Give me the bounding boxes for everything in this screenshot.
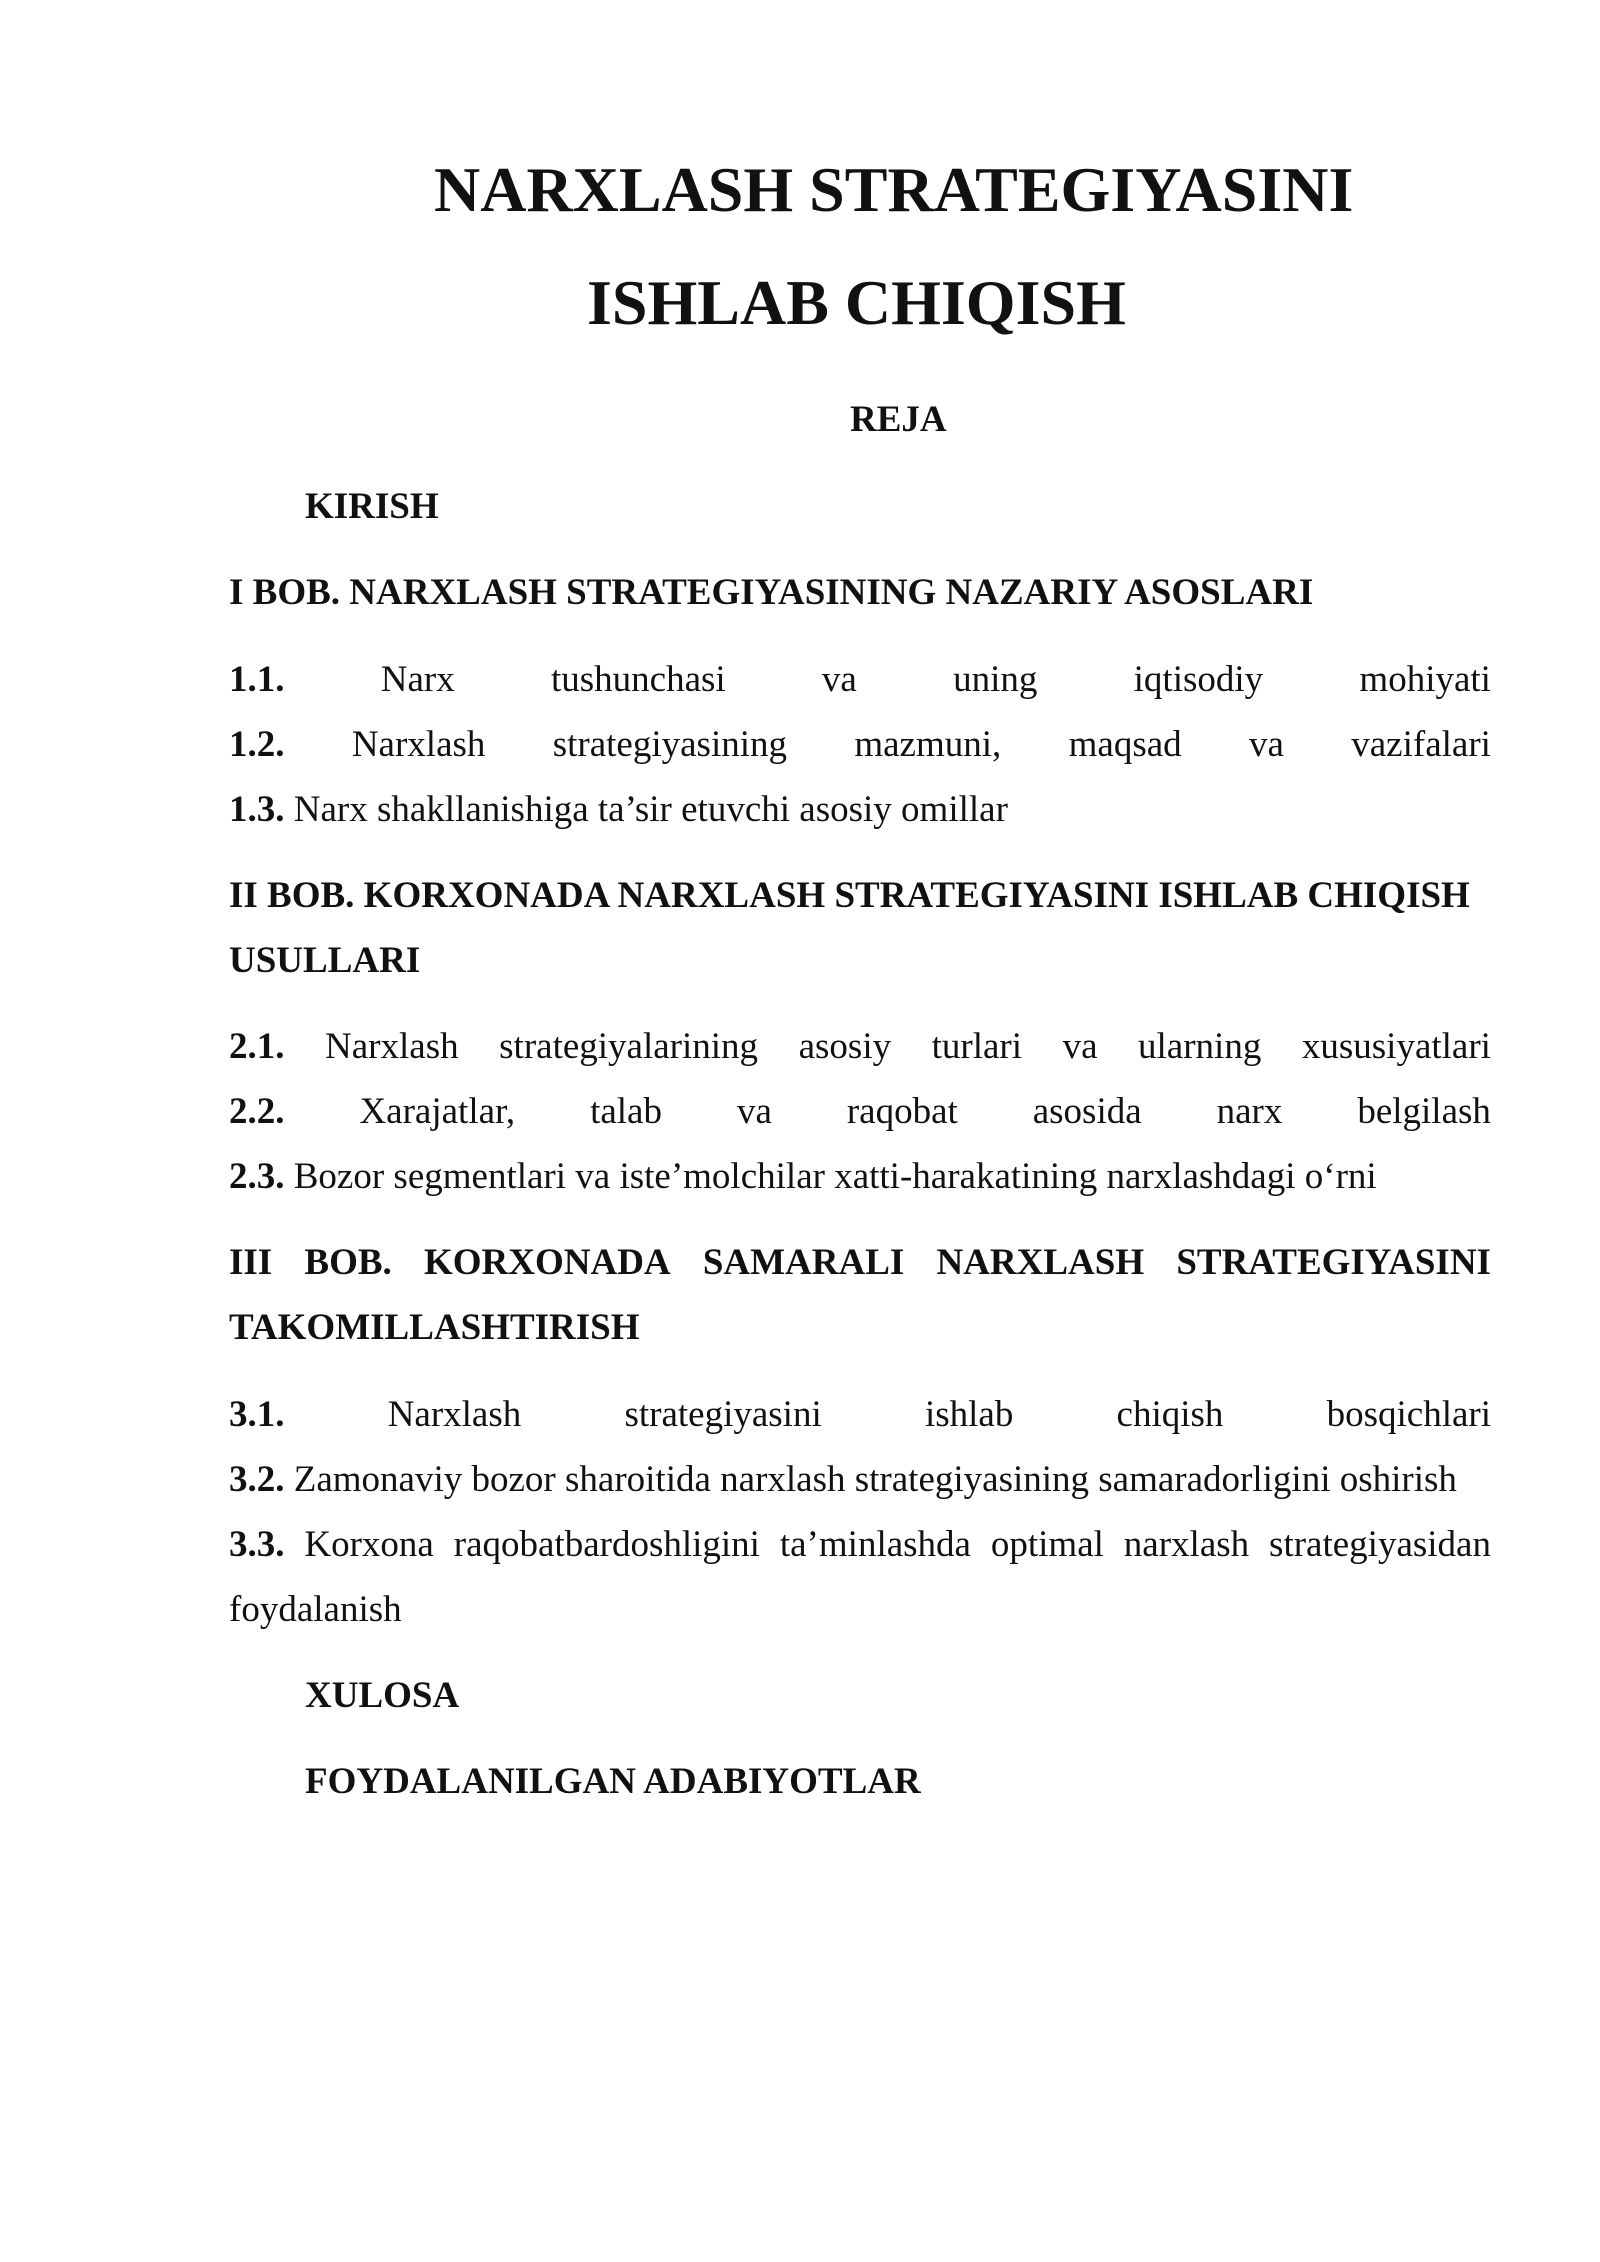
conclusion-heading: XULOSA: [305, 1675, 460, 1716]
toc-item-2-2: [229, 1090, 1491, 1134]
toc-word: bosqichlari: [1326, 1394, 1491, 1435]
plan-heading: REJA: [850, 399, 947, 440]
toc-word: mohiyati: [1359, 659, 1491, 700]
chapter-3-heading-line-1: [229, 1241, 1491, 1285]
toc-word: va: [1248, 724, 1284, 765]
toc-item-3-3-continuation: foydalanish: [229, 1589, 402, 1630]
toc-word: va: [1062, 1026, 1098, 1067]
toc-word: raqobatbardoshligini: [453, 1524, 760, 1565]
toc-word: va: [821, 659, 857, 700]
toc-item-number: 2.1.: [229, 1026, 285, 1067]
toc-word: va: [736, 1091, 772, 1132]
toc-item-number: 2.3.: [229, 1156, 285, 1197]
toc-item-1-2: [229, 723, 1491, 767]
toc-word: strategiyasining: [552, 724, 788, 765]
heading-word: KORXONADA: [423, 1242, 671, 1283]
toc-item-2-1: [229, 1025, 1491, 1069]
toc-word: Narxlash: [387, 1394, 522, 1435]
toc-item-number: 1.3.: [229, 789, 285, 830]
toc-word: optimal: [990, 1524, 1104, 1565]
toc-word: turlari: [931, 1026, 1023, 1067]
toc-word: ta’minlashda: [779, 1524, 971, 1565]
toc-word: talab: [590, 1091, 662, 1132]
toc-word: asosiy: [798, 1026, 892, 1067]
toc-item-number: 3.3.: [229, 1524, 285, 1565]
chapter-2-heading-line-1: II BOB. KORXONADA NARXLASH STRATEGIYASINI ISHLAB CHIQISH: [229, 875, 1470, 916]
toc-word: ularning: [1138, 1026, 1262, 1067]
document-title-line-1: NARXLASH STRATEGIYASINI: [434, 154, 1354, 225]
toc-word: belgilash: [1357, 1091, 1491, 1132]
toc-item-text: Bozor segmentlari va iste’molchilar xatti-harakatining narxlashdagi o‘rni: [293, 1156, 1377, 1197]
heading-word: BOB.: [304, 1242, 392, 1283]
toc-word: ishlab: [924, 1394, 1014, 1435]
toc-word: Narxlash: [351, 724, 486, 765]
toc-item-3-3: [229, 1523, 1491, 1567]
toc-item-number: 1.1.: [229, 659, 285, 700]
toc-item-text: Zamonaviy bozor sharoitida narxlash strategiyasining samaradorligini oshirish: [293, 1459, 1457, 1500]
toc-item-2-3: [229, 1155, 1491, 1199]
toc-word: Narx: [380, 659, 455, 700]
intro-heading: KIRISH: [305, 486, 439, 527]
toc-word: vazifalari: [1351, 724, 1491, 765]
toc-word: Korxona: [304, 1524, 434, 1565]
toc-word: xususiyatlari: [1301, 1026, 1491, 1067]
toc-word: Narxlash: [325, 1026, 459, 1067]
toc-item-1-1: [229, 658, 1491, 702]
toc-word: iqtisodiy: [1133, 659, 1264, 700]
chapter-3-heading-line-2: TAKOMILLASHTIRISH: [229, 1307, 640, 1348]
references-heading: FOYDALANILGAN ADABIYOTLAR: [305, 1761, 921, 1802]
heading-word: III: [229, 1242, 273, 1283]
toc-item-3-1: [229, 1393, 1491, 1437]
toc-word: Xarajatlar,: [359, 1091, 516, 1132]
document-title-line-2: ISHLAB CHIQISH: [587, 267, 1126, 338]
toc-word: tushunchasi: [550, 659, 726, 700]
heading-word: NARXLASH: [936, 1242, 1145, 1283]
toc-word: raqobat: [846, 1091, 958, 1132]
chapter-1-heading: I BOB. NARXLASH STRATEGIYASINING NAZARIY ASOSLARI: [229, 572, 1314, 613]
heading-word: SAMARALI: [702, 1242, 905, 1283]
toc-item-number: 3.1.: [229, 1394, 285, 1435]
toc-word: strategiyasidan: [1269, 1524, 1491, 1565]
toc-word: maqsad: [1068, 724, 1182, 765]
toc-item-1-3: [229, 788, 1491, 832]
toc-word: chiqish: [1116, 1394, 1224, 1435]
toc-item-3-2: [229, 1458, 1491, 1502]
toc-item-number: 1.2.: [229, 724, 285, 765]
toc-item-number: 3.2.: [229, 1459, 285, 1500]
toc-word: narx: [1216, 1091, 1283, 1132]
toc-item-number: 2.2.: [229, 1091, 285, 1132]
toc-word: strategiyasini: [624, 1394, 822, 1435]
toc-word: asosida: [1032, 1091, 1142, 1132]
toc-word: strategiyalarining: [499, 1026, 759, 1067]
toc-item-text: Narx shakllanishiga ta’sir etuvchi asosiy omillar: [293, 789, 1008, 830]
toc-word: narxlash: [1123, 1524, 1250, 1565]
toc-word: mazmuni,: [854, 724, 1002, 765]
chapter-2-heading-line-2: USULLARI: [229, 940, 421, 981]
toc-word: uning: [953, 659, 1038, 700]
heading-word: STRATEGIYASINI: [1176, 1242, 1491, 1283]
